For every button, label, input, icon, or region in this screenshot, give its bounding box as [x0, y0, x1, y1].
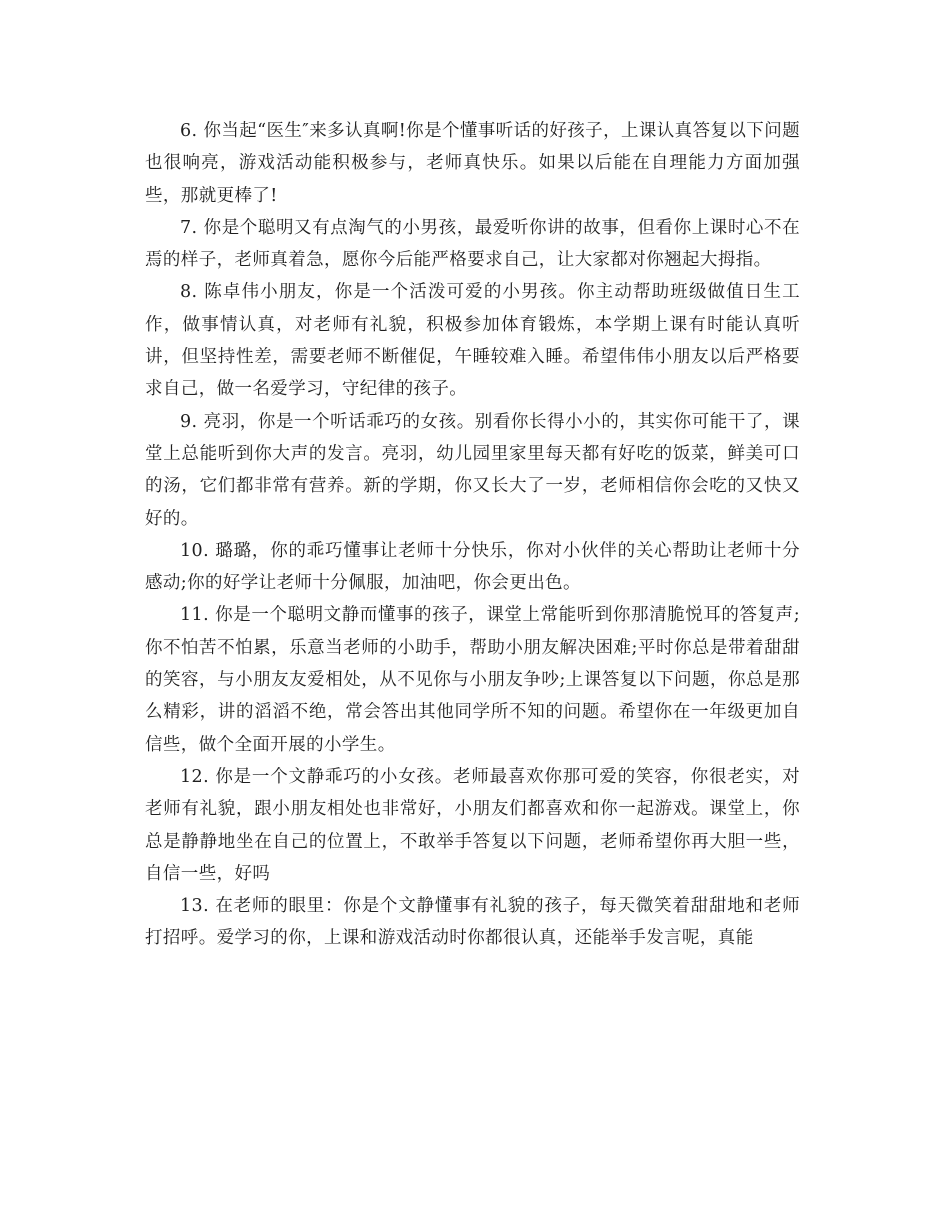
paragraph-11: 11. 你是一个聪明文静而懂事的孩子，课堂上常能听到你那清脆悦耳的答复声;你不怕苦不怕累，乐意当老师的小助手，帮助小朋友解决困难;平时你总是带着甜甜的笑容，与小朋友友爱相处，从不见你与小朋友争吵;上课答复以下问题，你总是那么精彩，讲的滔滔不绝，常会答出其他同学所不知的问题。希望你在一年级更加自信些，做个全面开展的小学生。	[145, 605, 800, 755]
paragraph-6: 6. 你当起“医生″来多认真啊!你是个懂事听话的好孩子，上课认真答复以下问题也很响亮，游戏活动能积极参与，老师真快乐。如果以后能在自理能力方面加强些，那就更棒了!	[145, 121, 800, 206]
paragraph-9: 9. 亮羽，你是一个听话乖巧的女孩。别看你长得小小的，其实你可能干了，课堂上总能听到你大声的发言。亮羽，幼儿园里家里每天都有好吃的饭菜，鲜美可口的汤，它们都非常有营养。新的学期，你又长大了一岁，老师相信你会吃的又快又好的。	[145, 411, 800, 529]
paragraph-12: 12. 你是一个文静乖巧的小女孩。老师最喜欢你那可爱的笑容，你很老实，对老师有礼貌，跟小朋友相处也非常好，小朋友们都喜欢和你一起游戏。课堂上，你总是静静地坐在自己的位置上，不敢举手答复以下问题，老师希望你再大胆一些，自信一些，好吗	[145, 766, 800, 884]
paragraph-13: 13. 在老师的眼里：你是个文静懂事有礼貌的孩子，每天微笑着甜甜地和老师打招呼。爱学习的你，上课和游戏活动时你都很认真，还能举手发言呢，真能	[145, 896, 800, 949]
paragraph-7: 7. 你是个聪明又有点淘气的小男孩，最爱听你讲的故事，但看你上课时心不在焉的样子，老师真着急，愿你今后能严格要求自己，让大家都对你翘起大拇指。	[145, 217, 800, 271]
paragraph-8: 8. 陈卓伟小朋友，你是一个活泼可爱的小男孩。你主动帮助班级做值日生工作，做事情认真，对老师有礼貌，积极参加体育锻炼，本学期上课有时能认真听讲，但坚持性差，需要老师不断催促，午睡较难入睡。希望伟伟小朋友以后严格要求自己，做一名爱学习，守纪律的孩子。	[145, 282, 800, 400]
paragraph-10: 10. 璐璐，你的乖巧懂事让老师十分快乐，你对小伙伴的关心帮助让老师十分感动;你的好学让老师十分佩服，加油吧，你会更出色。	[145, 540, 800, 594]
document-body	[145, 115, 800, 955]
